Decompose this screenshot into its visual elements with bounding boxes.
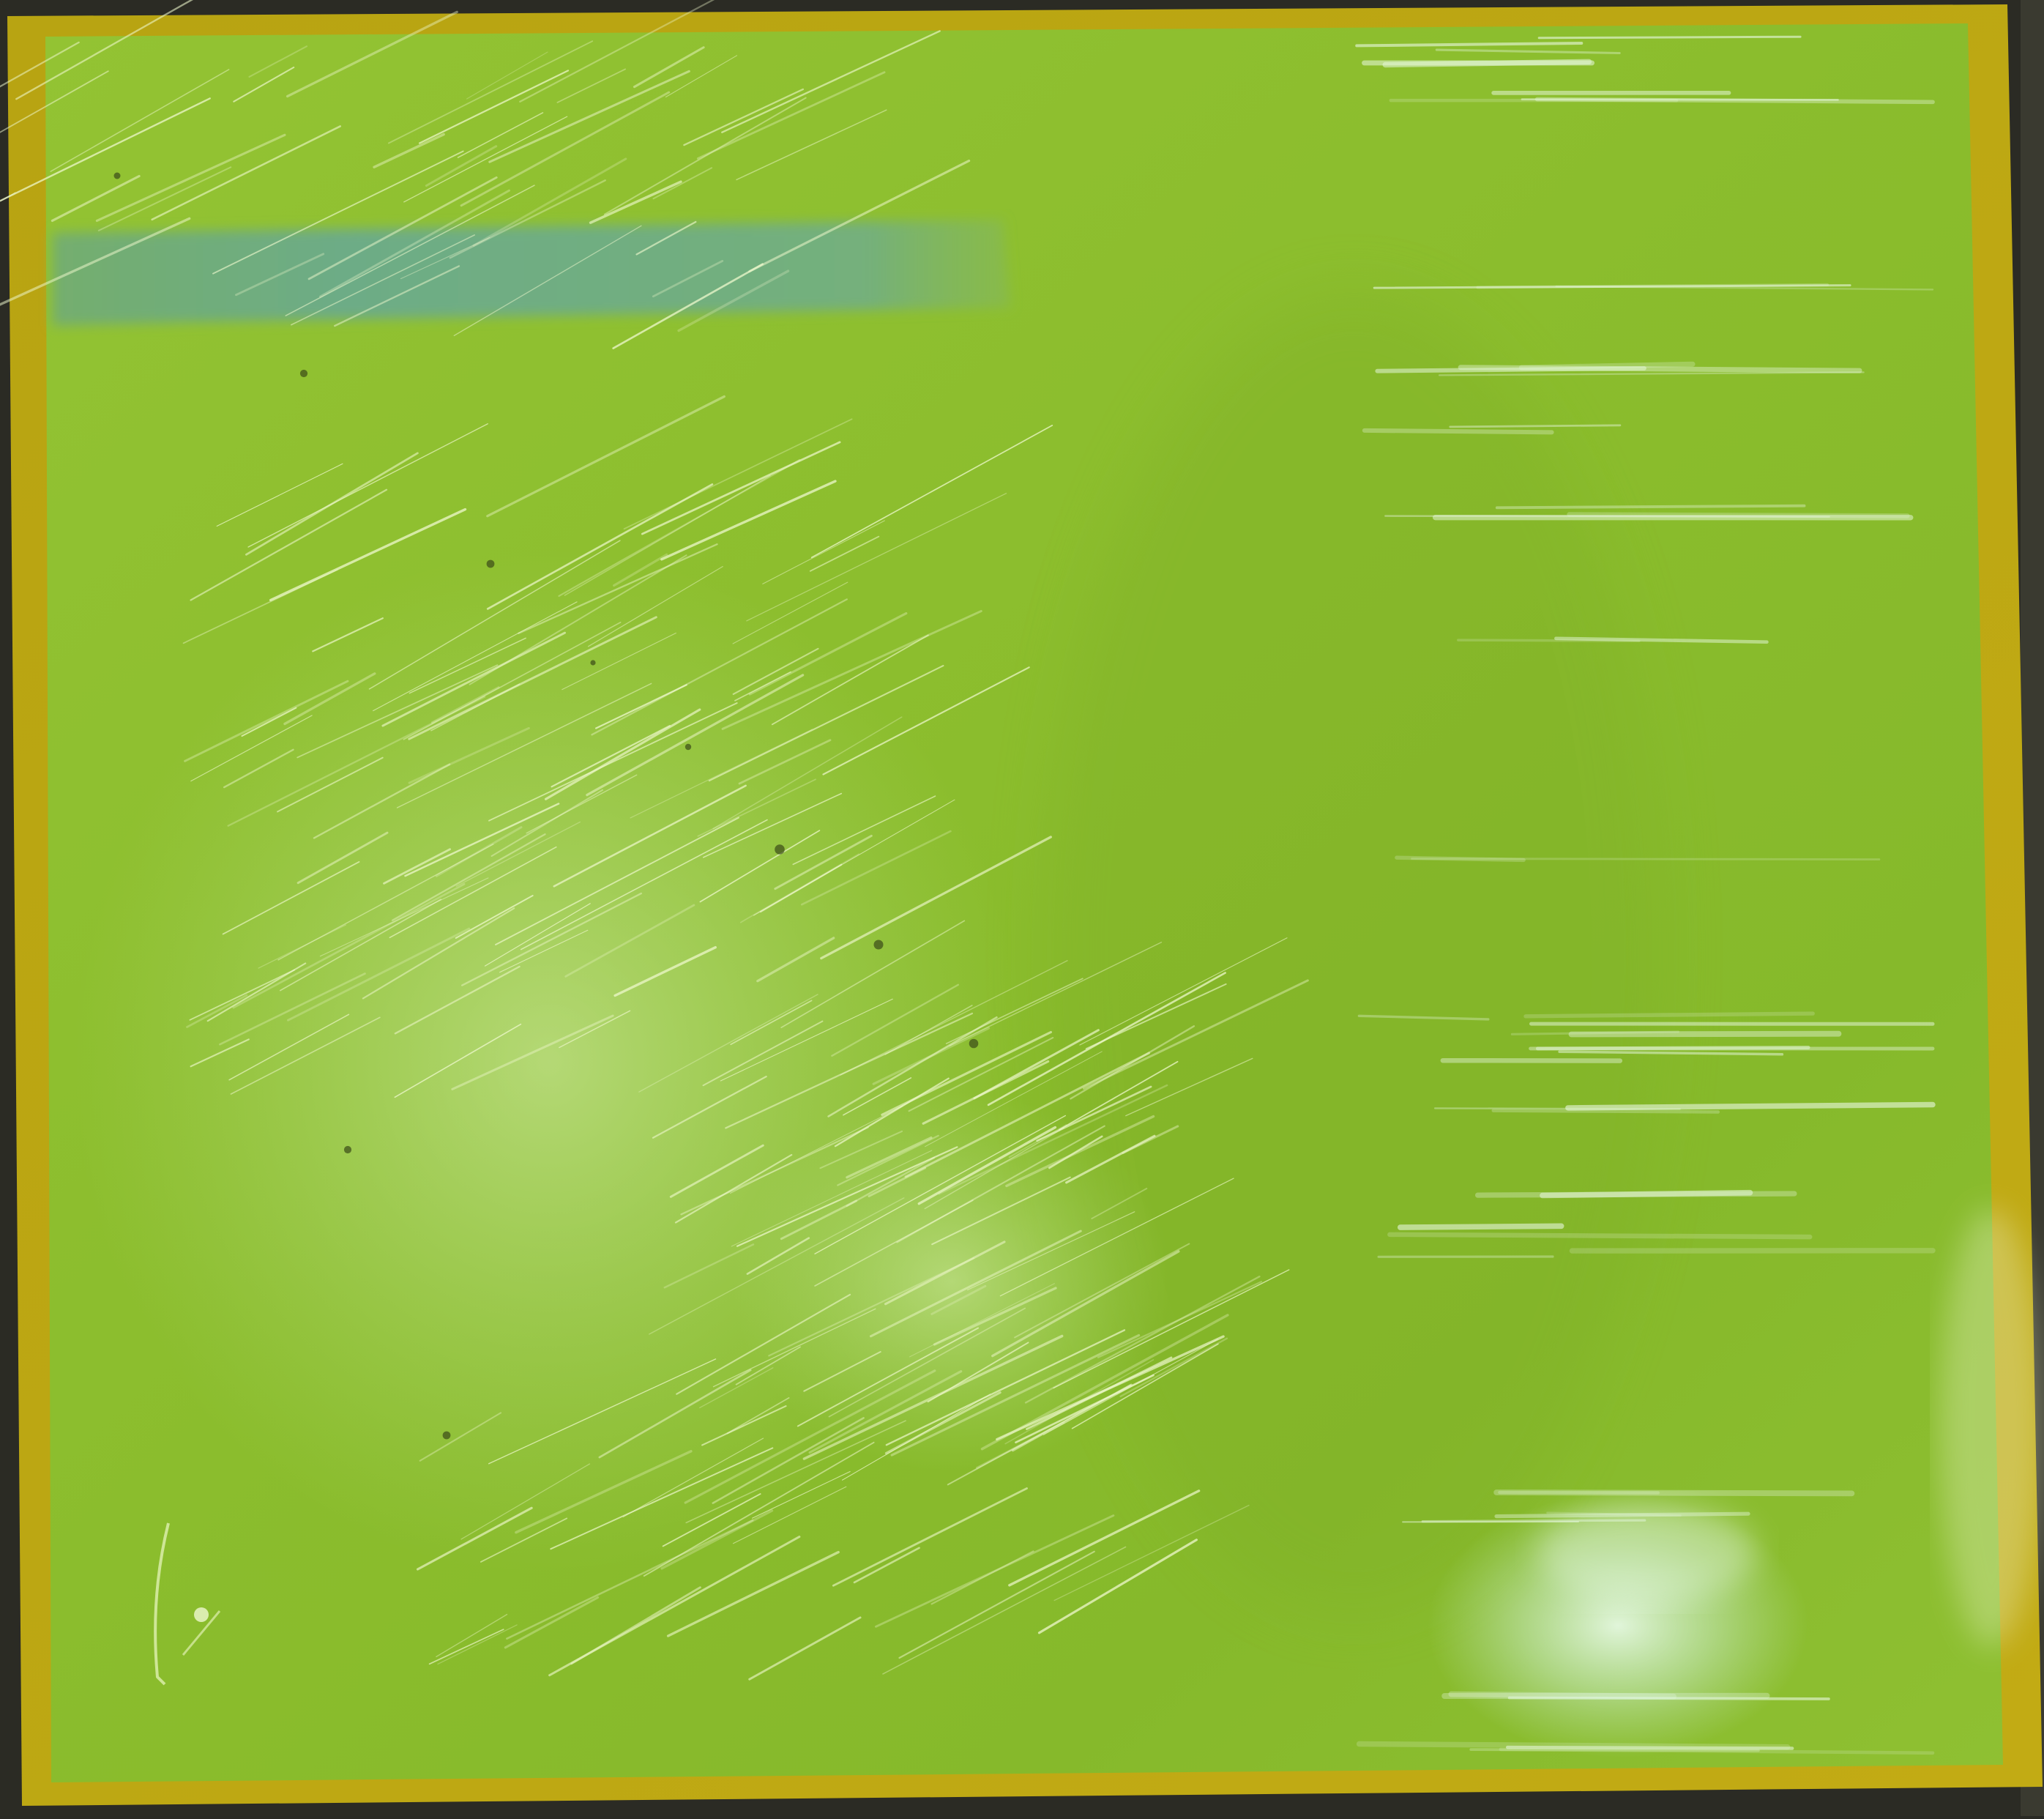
rim-reflection xyxy=(1940,1208,2043,1648)
streak-line xyxy=(1385,62,1589,64)
panel-shade xyxy=(1047,293,1662,1611)
streak-line xyxy=(1390,1235,1810,1237)
streak-line xyxy=(1497,506,1805,508)
streak-line xyxy=(1397,858,1523,860)
streak-line xyxy=(1537,1048,1808,1049)
panel-sheen-lower xyxy=(732,1091,1171,1472)
speck xyxy=(590,660,595,665)
speck xyxy=(344,1146,351,1153)
streak-line xyxy=(1458,640,1639,641)
streak-line xyxy=(1385,516,1829,517)
streak-line xyxy=(1526,1013,1813,1016)
speck xyxy=(775,844,785,855)
bright-dot xyxy=(194,1607,209,1622)
speck xyxy=(969,1039,979,1049)
speck xyxy=(487,560,495,568)
speck xyxy=(685,744,691,750)
streak-line xyxy=(1493,1111,1718,1112)
streak-line xyxy=(1539,37,1800,38)
speck xyxy=(443,1432,451,1440)
streak-line xyxy=(1496,1492,1851,1493)
blue-stripe xyxy=(53,220,1010,326)
streak-line xyxy=(1568,1105,1933,1108)
streak-line xyxy=(1365,431,1552,433)
streak-line xyxy=(1537,100,1933,103)
glare-highlight xyxy=(1537,1501,1757,1604)
speck xyxy=(874,940,884,950)
speck xyxy=(114,173,121,179)
streak-line xyxy=(1521,364,1693,368)
streak-line xyxy=(1478,1194,1794,1195)
speck xyxy=(300,370,307,377)
streak-line xyxy=(1377,368,1644,371)
streak-line xyxy=(1400,1226,1562,1227)
